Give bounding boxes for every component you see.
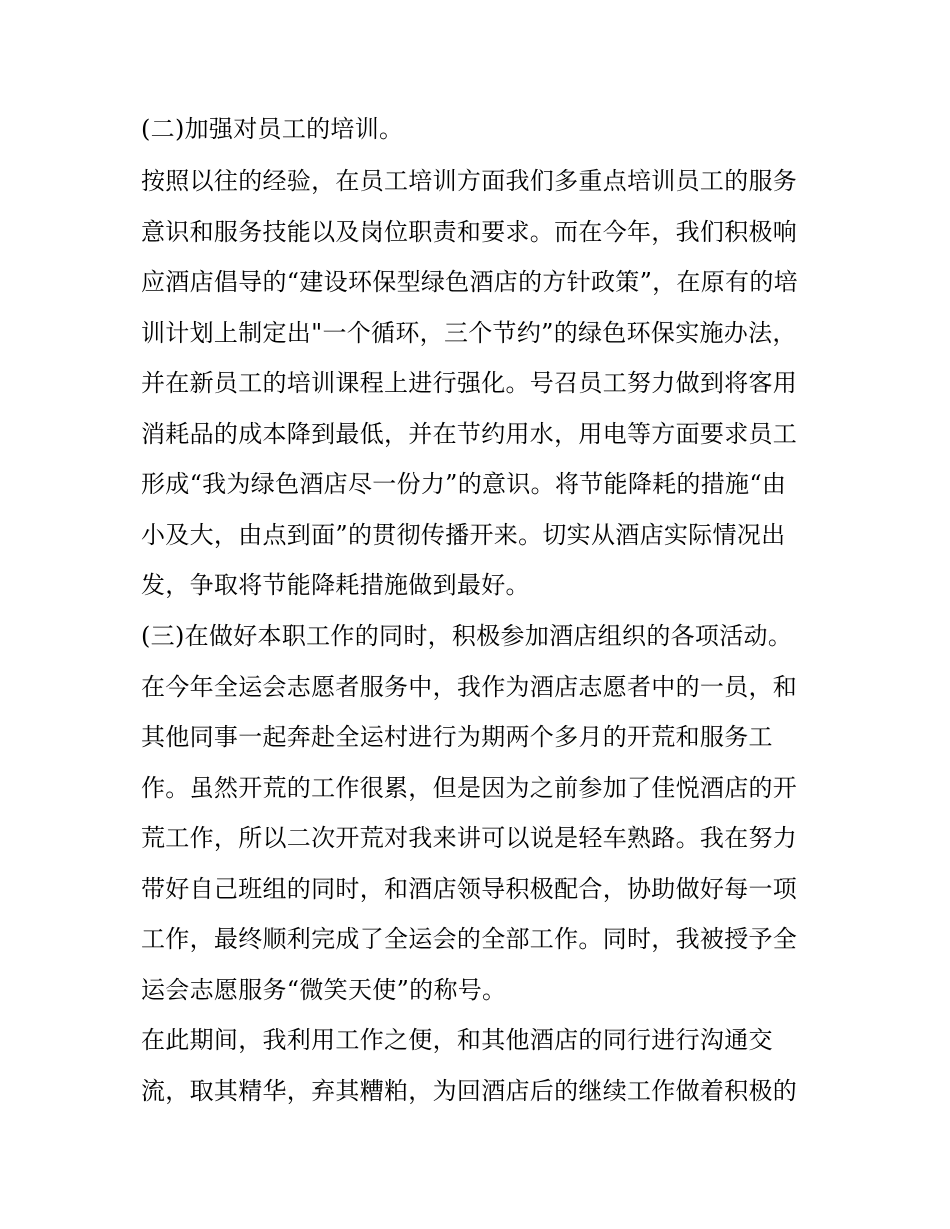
heading-section-3: (三)在做好本职工作的同时，积极参加酒店组织的各项活动。 bbox=[141, 622, 793, 650]
paragraph-line: 运会志愿服务“微笑天使”的称号。 bbox=[141, 976, 507, 1004]
paragraph-line: 发，争取将节能降耗措施做到最好。 bbox=[141, 571, 530, 599]
paragraph-line: 荒工作，所以二次开荒对我来讲可以说是轻车熟路。我在努力 bbox=[141, 824, 798, 852]
paragraph-line: 意识和服务技能以及岗位职责和要求。而在今年，我们积极响 bbox=[141, 218, 798, 246]
paragraph-line: 在今年全运会志愿者服务中，我作为酒店志愿者中的一员，和 bbox=[141, 673, 798, 701]
paragraph-line: 其他同事一起奔赴全运村进行为期两个多月的开荒和服务工 bbox=[141, 723, 773, 751]
paragraph-line: 按照以往的经验，在员工培训方面我们多重点培训员工的服务 bbox=[141, 167, 798, 195]
paragraph-line: 消耗品的成本降到最低，并在节约用水，用电等方面要求员工 bbox=[141, 420, 798, 448]
paragraph-line: 并在新员工的培训课程上进行强化。号召员工努力做到将客用 bbox=[141, 369, 798, 397]
paragraph-line: 训计划上制定出"一个循环，三个节约”的绿色环保实施办法， bbox=[141, 319, 797, 347]
paragraph-line: 应酒店倡导的“建设环保型绿色酒店的方针政策”，在原有的培 bbox=[141, 268, 798, 296]
paragraph-line: 流，取其精华，弃其糟粕，为回酒店后的继续工作做着积极的 bbox=[141, 1077, 798, 1105]
paragraph-line: 工作，最终顺利完成了全运会的全部工作。同时，我被授予全 bbox=[141, 925, 798, 953]
paragraph-line: 小及大，由点到面”的贯彻传播开来。切实从酒店实际情况出 bbox=[141, 521, 786, 549]
paragraph-line: 在此期间，我利用工作之便，和其他酒店的同行进行沟通交 bbox=[141, 1026, 773, 1054]
paragraph-line: 带好自己班组的同时，和酒店领导积极配合，协助做好每一项 bbox=[141, 875, 798, 903]
heading-section-2: (二)加强对员工的培训。 bbox=[141, 115, 404, 143]
paragraph-line: 形成“我为绿色酒店尽一份力”的意识。将节能降耗的措施“由 bbox=[141, 470, 787, 498]
paragraph-line: 作。虽然开荒的工作很累，但是因为之前参加了佳悦酒店的开 bbox=[141, 774, 798, 802]
